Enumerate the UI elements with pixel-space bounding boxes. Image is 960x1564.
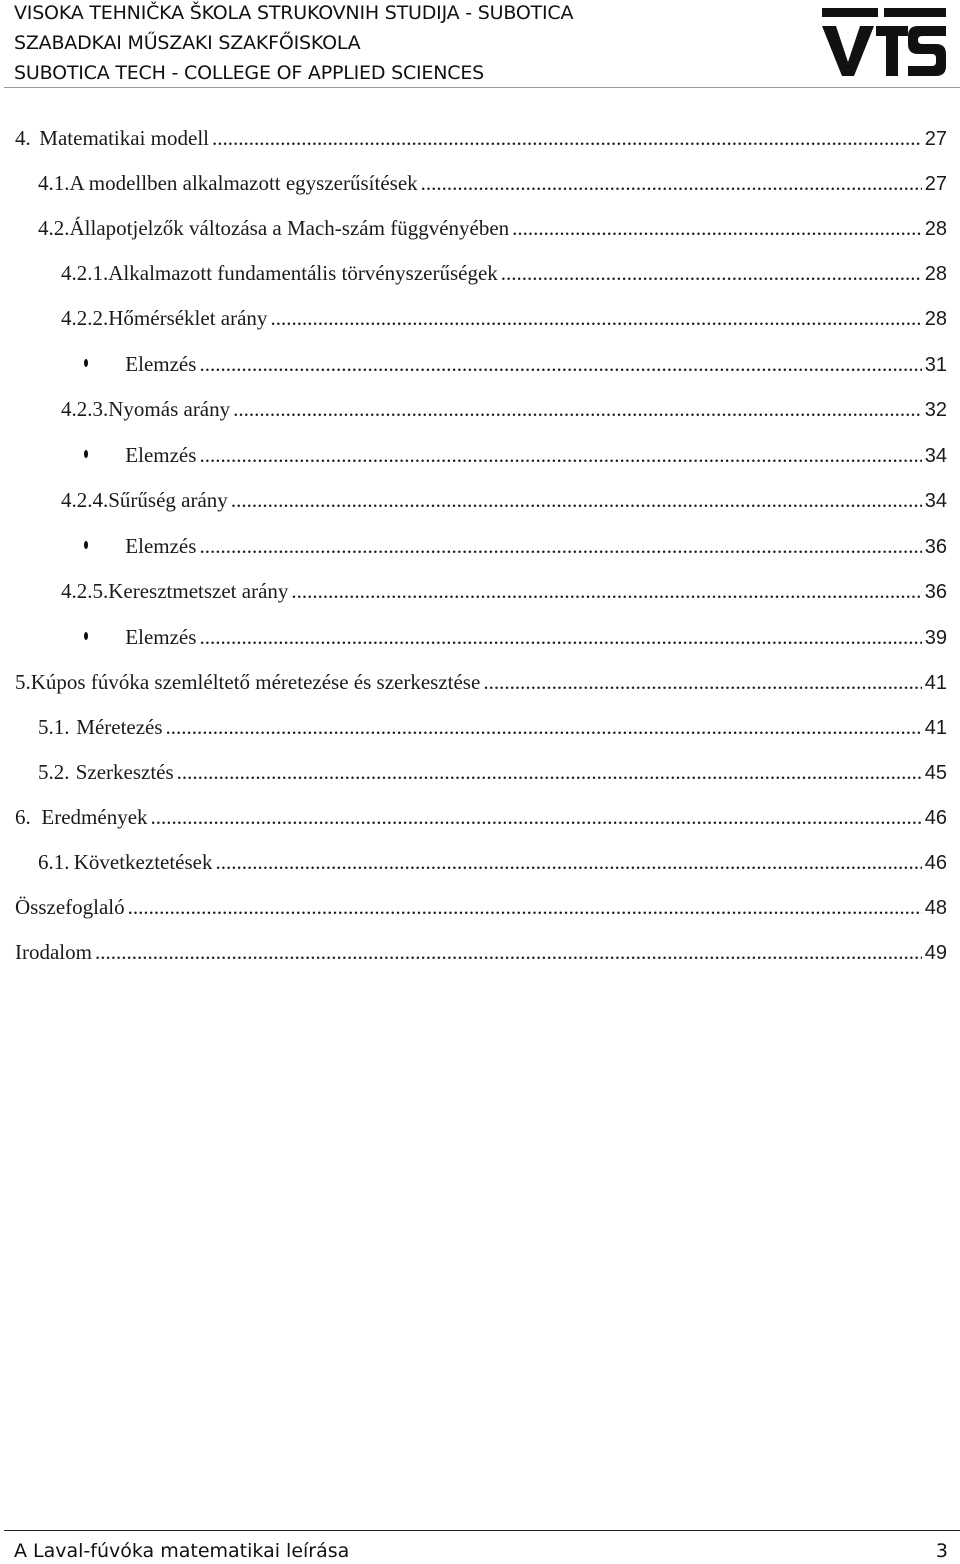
vts-logo	[818, 4, 950, 80]
toc-entry-page: 46	[924, 852, 947, 874]
toc-entry-number: 4.2.	[38, 216, 70, 240]
toc-leader-dots	[177, 760, 922, 785]
toc-entry-label: Kúpos fúvóka szemléltető méretezése és szerkesztése	[30, 670, 481, 694]
page-header	[0, 0, 960, 90]
institution-name-english: SUBOTICA TECH - COLLEGE OF APPLIED SCIENCES	[14, 62, 484, 84]
toc-entry-page: 36	[924, 581, 947, 603]
toc-entry-label: Irodalom	[15, 940, 92, 964]
toc-leader-dots	[270, 306, 921, 331]
institution-name-hungarian: SZABADKAI MŰSZAKI SZAKFŐISKOLA	[14, 32, 361, 54]
toc-entry[interactable]	[61, 397, 947, 427]
toc-entry-page: 48	[924, 897, 947, 919]
toc-entry-number: 6.1.	[38, 850, 70, 874]
toc-entry-page: 49	[924, 942, 947, 964]
bullet-icon	[84, 359, 88, 367]
toc-leader-dots	[199, 625, 921, 650]
toc-entry-number: 4.2.1.	[61, 261, 109, 285]
bullet-icon	[84, 541, 88, 549]
toc-entry-label: Szerkesztés	[75, 760, 174, 784]
toc-leader-dots	[421, 171, 922, 196]
toc-entry-number: 6.	[15, 805, 31, 829]
toc-entry[interactable]	[38, 760, 947, 790]
toc-entry-number: 4.	[15, 126, 31, 150]
toc-entry-page: 34	[924, 490, 947, 512]
footer-divider	[4, 1530, 960, 1531]
toc-entry-label: Állapotjelzők változása a Mach-szám függvényében	[69, 216, 510, 240]
toc-entry[interactable]	[61, 306, 947, 336]
toc-entry-page: 39	[924, 627, 947, 649]
toc-entry[interactable]	[15, 805, 947, 835]
toc-entry[interactable]	[84, 443, 947, 473]
bullet-icon	[84, 632, 88, 640]
footer-page-number: 3	[935, 1540, 948, 1562]
toc-leader-dots	[216, 850, 922, 875]
toc-entry-label: Keresztmetszet arány	[108, 579, 289, 603]
toc-entry[interactable]	[61, 579, 947, 609]
toc-entry-label: Elemzés	[125, 625, 197, 649]
toc-entry-page: 36	[924, 536, 947, 558]
toc-leader-dots	[95, 940, 922, 965]
toc-entry[interactable]	[15, 670, 947, 700]
toc-leader-dots	[166, 715, 922, 740]
toc-entry[interactable]	[15, 126, 947, 156]
toc-leader-dots	[233, 397, 922, 422]
toc-entry-number: 4.2.4.	[61, 488, 109, 512]
toc-leader-dots	[199, 534, 921, 559]
toc-entry-label: Méretezés	[76, 715, 163, 739]
toc-entry-number: 5.	[15, 670, 31, 694]
toc-entry[interactable]	[61, 261, 947, 291]
toc-entry-label: Következtetések	[73, 850, 213, 874]
toc-entry-page: 28	[924, 308, 947, 330]
toc-entry[interactable]	[84, 625, 947, 655]
toc-leader-dots	[291, 579, 921, 604]
toc-entry-label: Elemzés	[125, 443, 197, 467]
toc-leader-dots	[199, 443, 921, 468]
toc-leader-dots	[128, 895, 922, 920]
toc-leader-dots	[501, 261, 922, 286]
toc-entry-number: 5.2.	[38, 760, 70, 784]
toc-entry[interactable]	[15, 895, 947, 925]
footer-document-title: A Laval-fúvóka matematikai leírása	[14, 1540, 350, 1562]
toc-leader-dots	[483, 670, 921, 695]
toc-leader-dots	[212, 126, 922, 151]
toc-entry[interactable]	[38, 715, 947, 745]
toc-entry-number: 4.2.3.	[61, 397, 109, 421]
toc-entry-number: 4.2.5.	[61, 579, 109, 603]
toc-entry-label: Összefoglaló	[15, 895, 125, 919]
toc-entry[interactable]	[38, 216, 947, 246]
toc-entry-label: Hőmérséklet arány	[108, 306, 268, 330]
toc-leader-dots	[151, 805, 922, 830]
bullet-icon	[84, 450, 88, 458]
toc-entry-page: 46	[924, 807, 947, 829]
toc-entry-number: 5.1.	[38, 715, 70, 739]
toc-leader-dots	[199, 352, 921, 377]
toc-entry[interactable]	[61, 488, 947, 518]
toc-entry-page: 28	[924, 263, 947, 285]
toc-entry-number: 4.1.	[38, 171, 70, 195]
toc-entry-label: Nyomás arány	[108, 397, 231, 421]
toc-entry-page: 45	[924, 762, 947, 784]
toc-entry-page: 28	[924, 218, 947, 240]
toc-entry-label: Elemzés	[125, 534, 197, 558]
toc-entry-label: Elemzés	[125, 352, 197, 376]
toc-entry[interactable]	[38, 850, 947, 880]
institution-name-serbian: VISOKA TEHNIČKA ŠKOLA STRUKOVNIH STUDIJA - SUBOTICA	[14, 2, 574, 24]
toc-entry-page: 27	[924, 128, 947, 150]
toc-entry[interactable]	[15, 940, 947, 970]
toc-entry-page: 41	[924, 672, 947, 694]
toc-entry-label: A modellben alkalmazott egyszerűsítések	[69, 171, 418, 195]
toc-entry-label: Sűrűség arány	[108, 488, 228, 512]
header-divider	[4, 87, 960, 88]
toc-entry-label: Matematikai modell	[39, 126, 209, 150]
toc-entry-label: Alkalmazott fundamentális törvényszerűségek	[108, 261, 498, 285]
toc-entry-page: 31	[924, 354, 947, 376]
toc-entry-label: Eredmények	[41, 805, 148, 829]
toc-entry[interactable]	[38, 171, 947, 201]
toc-entry-page: 34	[924, 445, 947, 467]
toc-leader-dots	[512, 216, 922, 241]
toc-leader-dots	[231, 488, 922, 513]
toc-entry-number: 4.2.2.	[61, 306, 109, 330]
toc-entry-page: 32	[924, 399, 947, 421]
toc-entry[interactable]	[84, 352, 947, 382]
toc-entry-page: 41	[924, 717, 947, 739]
toc-entry-page: 27	[924, 173, 947, 195]
toc-entry[interactable]	[84, 534, 947, 564]
